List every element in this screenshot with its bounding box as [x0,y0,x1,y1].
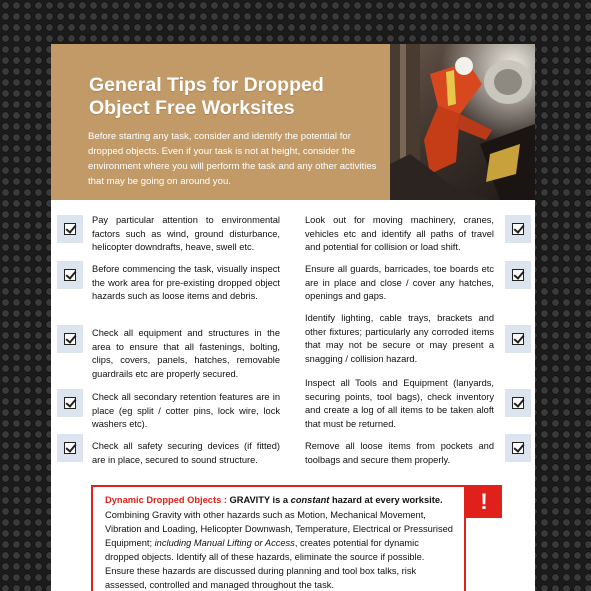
warning-body [105,508,454,591]
tip-item: Before commencing the task, visually inspect the work area for pre-existing dropped object hazards such as loose items and debris. [92,264,280,302]
tip-item: Inspect all Tools and Equipment (lanyards, securing points, tool bags), check inventory and create a log of all items to be taken aloft that must be returned. [305,378,494,429]
checkbox-icon[interactable] [505,261,531,289]
tip-item: Remove all loose items from pockets and toolbags and secure them properly. [305,441,494,465]
document-sheet [51,44,535,591]
warning-label: Dynamic Dropped Objects : [105,495,227,505]
page-title [89,74,378,120]
warning-heading [105,493,454,507]
checkbox-icon[interactable] [57,215,83,243]
checkbox-icon[interactable] [57,434,83,462]
warning-gravity: GRAVITY is a [226,495,291,505]
checkbox-icon[interactable] [57,261,83,289]
title-line-2: Object Free Worksites [89,97,295,119]
tip-item: Identify lighting, cable trays, brackets and other fixtures; particularly any corroded items that may not be secure or may present a snagging / collision hazard. [305,313,494,364]
title-line-1: General Tips for Dropped [89,74,324,96]
warning-body-a: Combining Gravity with other hazards such as Motion, Mechanical Movement, Vibration and Loading, Helicopter Downwash, Temperature, Electrical or Pressurised Equipment; [105,510,453,548]
warning-head-rest: hazard at every worksite. [329,495,443,505]
checkbox-icon[interactable] [505,325,531,353]
worker-photo [390,44,535,200]
checkbox-icon[interactable] [57,325,83,353]
tip-item: Ensure all guards, barricades, toe boards etc are in place and close / cover any hatches, openings and gaps. [305,264,494,302]
tips-section [51,209,535,474]
checkbox-icon[interactable] [505,215,531,243]
warning-body-b: , creates potential for dynamic dropped objects. Identify all of these hazards, eliminate the source if possible. Ensure these hazards are discussed during planning and tool box talks, risk assessed, controlled and managed throughout the task. [105,538,425,590]
intro-text: Before starting any task, consider and identify the potential for dropped objects. Even if your task is not at height, consider the environment where you will perform the task and any other activities that may be going on around you. [88,131,377,187]
exclamation-icon: ! [466,485,502,518]
warning-box [91,485,466,591]
warning-constant: constant [290,495,330,505]
warning-body-emphasis: including Manual Lifting or Access [152,538,295,548]
header-banner [51,44,390,200]
checkbox-icon[interactable] [505,389,531,417]
tip-item: Pay particular attention to environmental factors such as wind, ground disturbance, helicopter downdrafts, heave, swell etc. [92,215,280,253]
tip-item: Check all equipment and structures in the area to ensure that all fastenings, bolting, clips, covers, panels, hatches, removable guardrails etc are properly secured. [92,328,280,379]
tip-item: Check all safety securing devices (if fitted) are in place, secured to sound structure. [92,441,280,465]
checkbox-icon[interactable] [505,434,531,462]
checkbox-icon[interactable] [57,389,83,417]
tip-item: Check all secondary retention features are in place (eg split / cotter pins, lock wire, lock washers etc). [92,392,280,430]
tip-item: Look out for moving machinery, cranes, vehicles etc and identify all paths of travel and potential for collision or load shift. [305,215,494,253]
